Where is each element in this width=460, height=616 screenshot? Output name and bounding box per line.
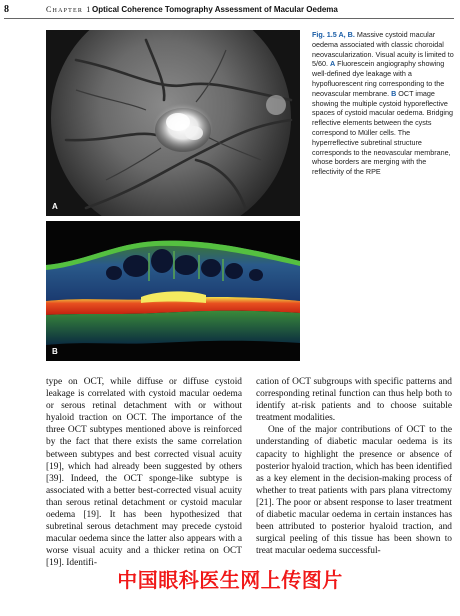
figure-panel-b-oct-scan	[46, 221, 300, 361]
caption-panel-b-text: OCT image showing the multiple cystoid hyporeflective spaces of cystoid macular oedema. Bridging reflective elements between the cysts correspond to Müller cells. The hyperreflective subretinal structure corresponds to the neovascular membrane, whose borders are merging with the reflectivity of the RPE	[312, 88, 454, 177]
caption-panel-a-text: Fluorescein angiography showing well-defined dye leakage with a hypofluorescent ring corresponding to the neovascular membrane.	[312, 59, 445, 98]
running-header	[0, 0, 460, 20]
body-paragraph: One of the major contributions of OCT to the understanding of diabetic macular oedema is its capacity to highlight the presence or absence of posterior hyaloid traction, which has been identified as a key element in the decision-making process of whether to treat patients with pars plana vitrectomy [21]. The poor or absent response to laser treatment of diabetic macular oedema in certain instances has been attributed to posterior hyaloid traction, and surgical peeling of this tissue has been shown to treat macular oedema successful-	[256, 425, 452, 557]
fluorescein-angiogram-image	[46, 30, 300, 216]
page-number: 8	[4, 4, 9, 15]
body-paragraph: cation of OCT subgroups with specific patterns and corresponding retinal function can thus help both to identify at-risk patients and to choose suitable treatment modalities.	[256, 377, 452, 424]
oct-scan-image	[46, 221, 300, 361]
caption-intro: Massive cystoid macular oedema associated with classic choroidal neovascularization. Visual acuity is limited to 5/60.	[312, 30, 454, 69]
body-column-right	[256, 376, 452, 557]
panel-a-label: A	[52, 202, 58, 211]
body-column-left	[46, 376, 242, 570]
header-rule	[4, 18, 454, 19]
figure-label: Fig. 1.5 A, B.	[312, 30, 355, 39]
caption-panel-a-ref: A	[329, 59, 336, 69]
body-paragraph: type on OCT, while diffuse or diffuse cystoid leakage is correlated with cystoid macular oedema or serous retinal detachment with or without hyaloid traction on OCT. The importance of the three OCT subtypes mentioned above is reinforced by the fact that there exists the same correlation between subtypes and best corrected visual acuity [19], which had already been suggested by others [39]. Indeed, the OCT sponge-like subtype is associated with a better best-corrected visual acuity than serous retinal detachment or cystoid macular oedema [19]. It has been hypothesized that subretinal serous detachment may precede cystoid macular oedema since the latter also appears with a worse visual acuity and a thicker retina on OCT [19]. Identifi-	[46, 377, 242, 569]
caption-panel-b-ref: B	[391, 88, 397, 98]
watermark: 中国眼科医生网上传图片	[117, 568, 343, 592]
panel-b-label: B	[52, 347, 58, 356]
chapter-label: Chapter 1	[46, 5, 92, 14]
figure-caption	[312, 30, 456, 177]
running-title: Optical Coherence Tomography Assessment of Macular Oedema	[92, 5, 338, 14]
figure-panel-a-angiogram	[46, 30, 300, 216]
